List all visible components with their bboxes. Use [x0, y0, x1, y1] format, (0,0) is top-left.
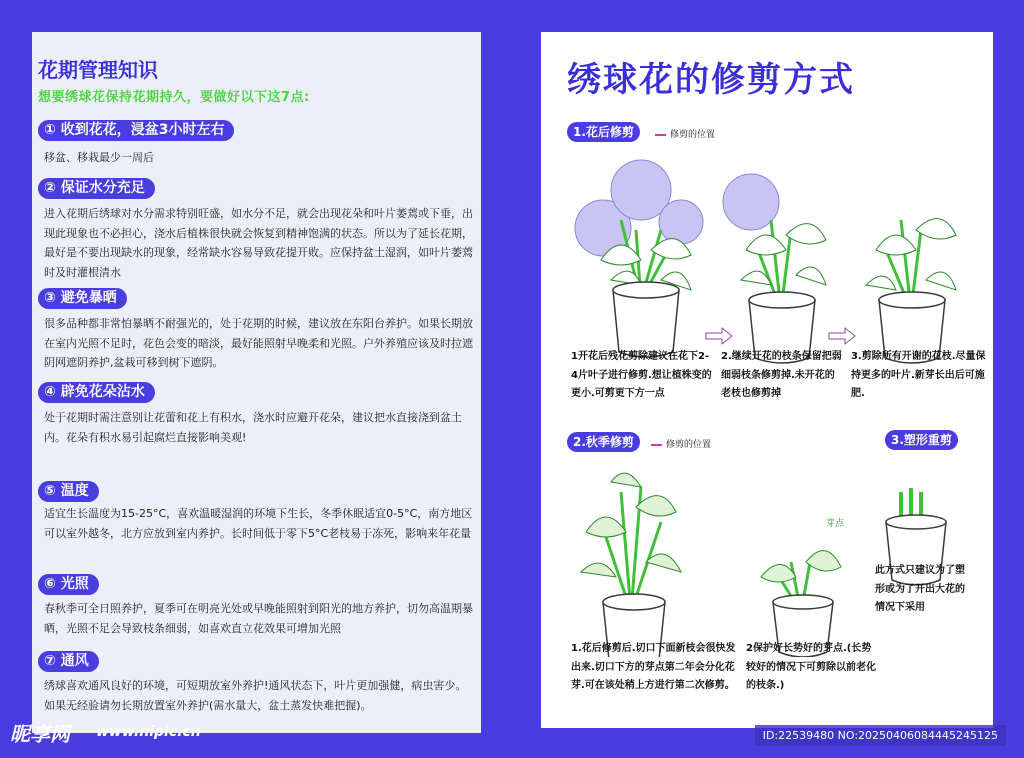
- prune-position-marker: 修剪的位置: [651, 437, 711, 450]
- section-label: ④ 辟免花朵沾水: [38, 382, 155, 403]
- section-text: 移盆、移栽最少一周后: [44, 151, 154, 164]
- caption-row2-2: 2保护好长势好的芽点.(长势较好的情况下可剪除以前老化的枝条.): [746, 643, 876, 691]
- section-label: ⑥ 光照: [38, 574, 99, 595]
- section-label: ⑤ 温度: [38, 481, 99, 502]
- prune-mark-icon: [655, 134, 666, 136]
- section-label: ③ 避免暴晒: [38, 288, 127, 309]
- section-label: ⑦ 通风: [38, 651, 99, 672]
- section-text: 很多品种都非常怕暴晒不耐强光的，处于花期的时候，建议放在东阳台养护。如果长期放在室内光照不足时，花色会变的暗淡，最好能照射早晚柔和光照。户外养殖应该及时拉遮阴网遮阴养护,盆栽可移到树下遮阴。: [44, 317, 473, 369]
- step2-label: 2.秋季修剪: [567, 432, 640, 452]
- plant-with-flowers-2: [723, 174, 826, 363]
- bud-label: 芽点: [826, 519, 845, 529]
- page-subtitle: 想要绣球花保持花期持久，要做好以下这7点:: [38, 90, 310, 105]
- watermark-logo: 昵享网: [10, 722, 70, 746]
- section-text: 春秋季可全日照养护，夏季可在明亮光处或早晚能照射到阳光的地方养护，切勿高温期暴晒，光照不足会导致枝条细弱，如喜欢直立花效果可增加光照: [44, 602, 473, 635]
- left-panel: [32, 32, 481, 733]
- step1-label: 1.花后修剪: [567, 122, 640, 142]
- prune-position-marker: 修剪的位置: [655, 127, 715, 140]
- section-text: 处于花期时需注意别让花蕾和花上有积水，浇水时应避开花朵，建议把水直接浇到盆土内。花朵有积水易引起腐烂直接影响美观!: [44, 411, 462, 444]
- pruned-plant-3: [866, 219, 956, 363]
- watermark-url: www.nipic.cn: [96, 724, 201, 740]
- arrow-icon: [706, 328, 732, 344]
- caption-row1-3: 3.剪除所有开谢的花枝.尽量保持更多的叶片.新芽长出后可施肥.: [851, 351, 986, 399]
- section-text: 绣球喜欢通风良好的环境，可短期放室外养护!通风状态下，叶片更加强健，病虫害少。如果无经验请勿长期放置室外养护(需水量大，盆土蒸发快难把握)。: [44, 679, 467, 712]
- plant-illustration-row2: [541, 462, 993, 657]
- plant-illustration-row1: [541, 150, 993, 380]
- section-label: ② 保证水分充足: [38, 178, 155, 199]
- pruning-title: 绣球花的修剪方式: [567, 60, 855, 100]
- plant-with-flowers-1: [575, 160, 703, 357]
- right-panel: [541, 32, 993, 728]
- arrow-icon: [829, 328, 855, 344]
- section-text: 进入花期后绣球对水分需求特别旺盛，如水分不足，就会出现花朵和叶片萎蔫或下垂，出现此现象也不必担心，浇水后植株很快就会恢复到精神饱满的状态。所以为了延长花期，最好是不要出现缺水的现象，经常缺水容易导致花提开败。应保持盆土湿润，如叶片萎蔫时及时灌根清水: [44, 207, 473, 279]
- caption-row2-1: 1.花后修剪后.切口下面新枝会很快发出来.切口下方的芽点第二年会分化花芽.可在该处稍上方进行第二次修剪。: [571, 643, 736, 691]
- step3-label: 3.塑形重剪: [885, 430, 958, 450]
- autumn-plant-1: [581, 473, 681, 657]
- section-text: 适宜生长温度为15-25°C，喜欢温暖湿润的环境下生长，冬季休眠适宜0-5°C，南方地区可以室外越冬，北方应放到室内养护。长时间低于零下5°C老枝易于冻死，影响来年花量: [44, 507, 473, 540]
- caption-row2-3: 此方式只建议为了塑形或为了开出大花的情况下采用: [875, 565, 965, 613]
- section-label: ① 收到花花，浸盆3小时左右: [38, 120, 234, 141]
- prune-mark-icon: [651, 444, 662, 446]
- caption-row1-2: 2.继续开花的枝条保留把弱细弱枝条修剪掉.未开花的老枝也修剪掉: [721, 351, 842, 399]
- caption-row1-1: 1开花后残花剪除建议在花下2-4片叶子进行修剪.想让植株变的更小.可剪更下方一点: [571, 351, 712, 399]
- page-title: 花期管理知识: [38, 58, 158, 82]
- image-id-badge: ID:22539480 NO:20250406084445245125: [755, 725, 1006, 746]
